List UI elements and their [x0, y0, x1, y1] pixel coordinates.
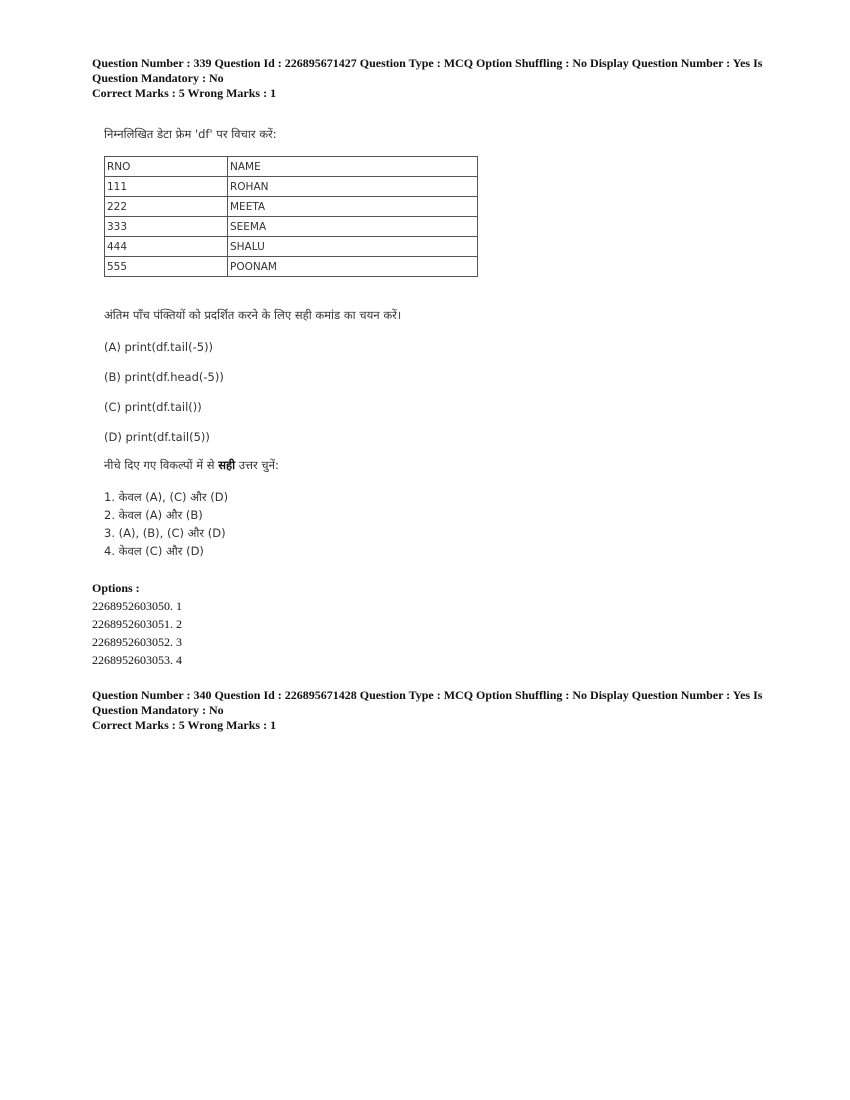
table-header-cell: RNO [105, 157, 228, 177]
question-340-header-line1: Question Number : 340 Question Id : 226895671428 Question Type : MCQ Option Shuffling : No Display Question Number : Yes Is [92, 688, 763, 702]
table-row [105, 217, 478, 237]
table-row [105, 177, 478, 197]
question-prompt: अंतिम पाँच पंक्तियों को प्रदर्शित करने के लिए सही कमांड का चयन करें। [104, 308, 402, 322]
choice-item: 3. (A), (B), (C) और (D) [104, 526, 226, 540]
statement-a: (A) print(df.tail(-5)) [104, 340, 214, 354]
question-339-marks: Correct Marks : 5 Wrong Marks : 1 [92, 86, 277, 100]
answer-instruction [104, 458, 279, 473]
option-item: 2268952603051. 2 [92, 617, 182, 631]
table-cell: SEEMA [228, 217, 478, 237]
question-339-header [92, 56, 772, 101]
question-340-header-line2: Question Mandatory : No [92, 703, 224, 717]
instruction-prefix: नीचे दिए गए विकल्पों में से [104, 458, 219, 472]
option-item: 2268952603053. 4 [92, 653, 182, 667]
choice-item: 2. केवल (A) और (B) [104, 508, 203, 522]
table-row [105, 257, 478, 277]
table-cell: POONAM [228, 257, 478, 277]
instruction-suffix: उत्तर चुनें: [235, 458, 279, 472]
question-intro: निम्नलिखित डेटा फ्रेम 'df' पर विचार करें: [104, 127, 277, 141]
table-cell: 111 [105, 177, 228, 197]
table-cell: MEETA [228, 197, 478, 217]
table-cell: 444 [105, 237, 228, 257]
table-header-cell: NAME [228, 157, 478, 177]
instruction-bold: सही [218, 458, 236, 472]
statement-b: (B) print(df.head(-5)) [104, 370, 224, 384]
option-item: 2268952603052. 3 [92, 635, 182, 649]
statement-c: (C) print(df.tail()) [104, 400, 202, 414]
options-block [92, 579, 182, 669]
choice-item: 4. केवल (C) और (D) [104, 544, 204, 558]
question-339-header-line2: Question Mandatory : No [92, 71, 224, 85]
table-row [105, 197, 478, 217]
table-cell: 555 [105, 257, 228, 277]
question-339-header-line1: Question Number : 339 Question Id : 226895671427 Question Type : MCQ Option Shuffling : No Display Question Number : Yes Is [92, 56, 763, 70]
table-cell: ROHAN [228, 177, 478, 197]
choice-item: 1. केवल (A), (C) और (D) [104, 490, 229, 504]
table-header-row [105, 157, 478, 177]
table-cell: SHALU [228, 237, 478, 257]
choice-list [104, 488, 228, 560]
question-340-header [92, 688, 772, 733]
table-row [105, 237, 478, 257]
table-cell: 222 [105, 197, 228, 217]
table-cell: 333 [105, 217, 228, 237]
dataframe-table [104, 156, 478, 277]
statement-d: (D) print(df.tail(5)) [104, 430, 210, 444]
question-340-marks: Correct Marks : 5 Wrong Marks : 1 [92, 718, 277, 732]
options-label: Options : [92, 581, 140, 595]
option-item: 2268952603050. 1 [92, 599, 182, 613]
